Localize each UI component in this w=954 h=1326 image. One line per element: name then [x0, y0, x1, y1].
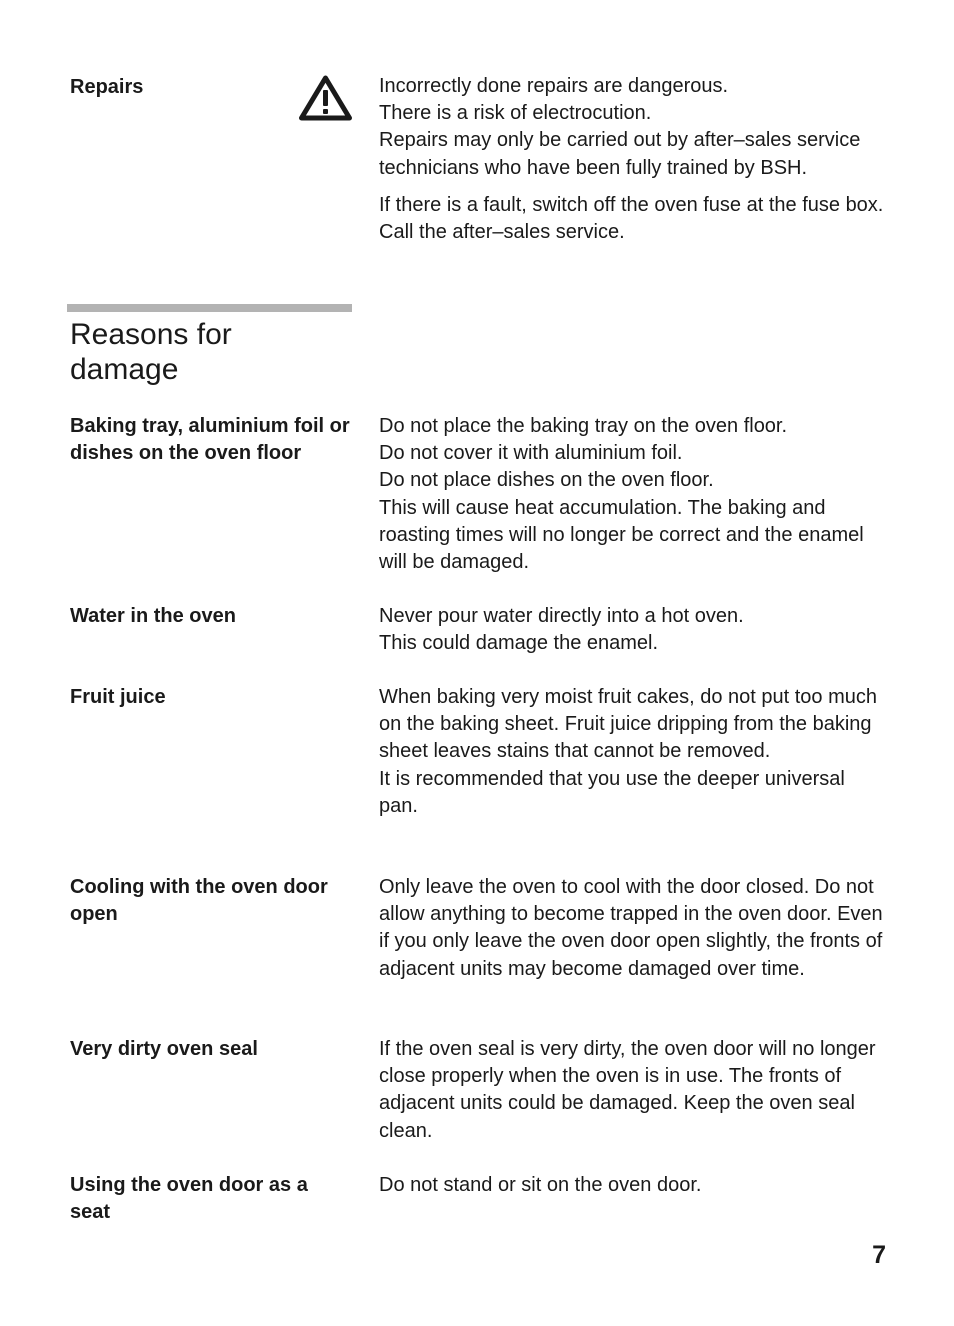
section-rule: [67, 304, 352, 312]
item-text-fruit-juice: [379, 684, 889, 820]
page-number: 7: [872, 1241, 886, 1269]
item-label-fruit-juice: Fruit juice: [70, 686, 166, 708]
item-label-baking-tray: Baking tray, aluminium foil or dishes on the oven floor: [70, 415, 350, 464]
item-line: It is recommended that you use the deeper universal pan.: [379, 767, 845, 817]
section-heading-line-1: Reasons for: [70, 318, 232, 351]
item-text-door-seat: [379, 1172, 889, 1199]
item-line: Only leave the oven to cool with the door closed. Do not allow anything to become trapped in the oven door. Even if you only leave the oven door open slightly, the fronts of adjacent units may become damaged over time.: [379, 876, 883, 980]
item-line: Do not place dishes on the oven floor.: [379, 469, 714, 492]
item-label-door-seat: Using the oven door as a seat: [70, 1174, 308, 1223]
repairs-line-2: There is a risk of electrocution.: [379, 102, 652, 125]
repairs-text: [379, 73, 889, 246]
section-heading: [70, 317, 370, 387]
item-label-water: Water in the oven: [70, 605, 236, 627]
item-line: Never pour water directly into a hot oven.: [379, 605, 744, 627]
item-text-cooling: [379, 874, 889, 983]
item-text-oven-seal: [379, 1036, 889, 1145]
repairs-line-3: Repairs may only be carried out by after–sales service technicians who have been fully trained by BSH.: [379, 129, 861, 179]
item-text-baking-tray: [379, 413, 889, 576]
repairs-label: Repairs: [70, 76, 144, 98]
repairs-line-1: Incorrectly done repairs are dangerous.: [379, 75, 729, 97]
repairs-paragraph-2: If there is a fault, switch off the oven fuse at the fuse box. Call the after–sales service.: [379, 193, 884, 244]
item-line: This could damage the enamel.: [379, 632, 659, 655]
item-label-cooling: Cooling with the oven door open: [70, 876, 328, 925]
item-line: If the oven seal is very dirty, the oven door will no longer close properly when the oven is in use. The fronts of adjacent units could be damaged. Keep the oven seal clean.: [379, 1038, 876, 1142]
section-heading-line-2: damage: [70, 353, 179, 386]
item-line: Do not cover it with aluminium foil.: [379, 442, 683, 465]
warning-triangle-icon: [298, 74, 353, 122]
item-line: This will cause heat accumulation. The baking and roasting times will no longer be correct and the enamel will be damaged.: [379, 496, 864, 574]
item-line: When baking very moist fruit cakes, do not put too much on the baking sheet. Fruit juice dripping from the baking sheet leaves stains that cannot be removed.: [379, 686, 878, 763]
item-line: Do not place the baking tray on the oven floor.: [379, 415, 788, 437]
item-text-water: [379, 603, 889, 657]
item-line: Do not stand or sit on the oven door.: [379, 1174, 702, 1196]
item-label-oven-seal: Very dirty oven seal: [70, 1038, 258, 1060]
